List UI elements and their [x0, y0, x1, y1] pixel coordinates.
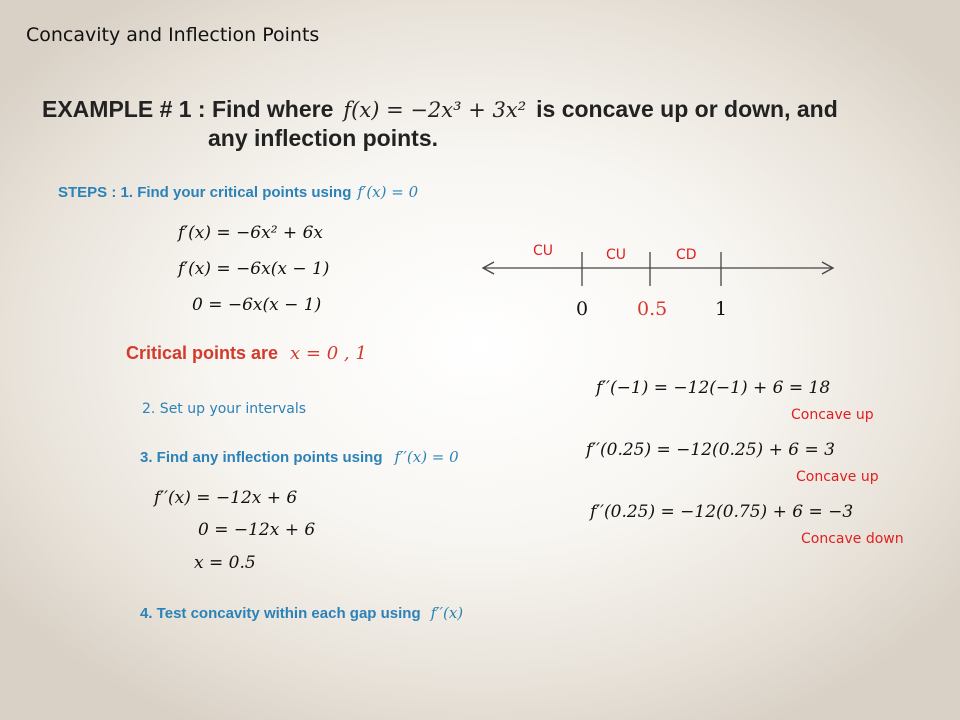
second-derivative-eq-3: x = 0.5 — [194, 553, 256, 573]
test-eq-3: f′′(0.25) = −12(0.75) + 6 = −3 — [590, 502, 854, 522]
test-result-2: Concave up — [796, 469, 879, 485]
test-result-1: Concave up — [791, 407, 874, 423]
second-derivative-eq-1: f′′(x) = −12x + 6 — [154, 488, 298, 508]
interval-label-2: CU — [606, 247, 627, 263]
example-function: f(x) = −2x³ + 3x² — [343, 98, 527, 122]
test-eq-1: f′′(−1) = −12(−1) + 6 = 18 — [596, 378, 831, 398]
step1-label: STEPS : 1. Find your critical points using — [58, 184, 352, 201]
critical-label: Critical points are — [126, 343, 279, 363]
step4 — [140, 604, 463, 622]
critical-points — [126, 343, 367, 364]
interval-label-3: CD — [676, 247, 697, 263]
derivative-eq-1: f′(x) = −6x² + 6x — [178, 223, 323, 243]
test-eq-2: f′′(0.25) = −12(0.25) + 6 = 3 — [586, 440, 835, 460]
example-line2: any inflection points. — [208, 125, 439, 151]
derivative-eq-2: f′(x) = −6x(x − 1) — [178, 259, 330, 279]
tick-label-0-5: 0.5 — [637, 298, 668, 320]
example-prefix: EXAMPLE # 1 : Find where — [42, 96, 334, 122]
second-derivative-eq-2: 0 = −12x + 6 — [198, 520, 316, 540]
example-statement — [42, 93, 838, 126]
step1 — [58, 183, 418, 201]
derivative-eq-3: 0 = −6x(x − 1) — [192, 295, 322, 315]
tick-label-0: 0 — [576, 298, 589, 320]
step2: 2. Set up your intervals — [142, 401, 307, 417]
example-suffix: is concave up or down, and — [536, 96, 838, 122]
step3 — [140, 448, 459, 466]
interval-label-1: CU — [533, 243, 554, 259]
step3-math: f′′(x) = 0 — [394, 448, 459, 466]
step3-label: 3. Find any inflection points using — [140, 449, 383, 466]
step4-math: f′′(x) — [430, 604, 464, 622]
step4-label: 4. Test concavity within each gap using — [140, 605, 421, 622]
slide-title: Concavity and Inflection Points — [26, 24, 320, 46]
step1-math: f′(x) = 0 — [357, 183, 419, 201]
critical-math: x = 0 , 1 — [290, 343, 367, 364]
tick-label-1: 1 — [715, 298, 728, 320]
test-result-3: Concave down — [801, 531, 904, 547]
